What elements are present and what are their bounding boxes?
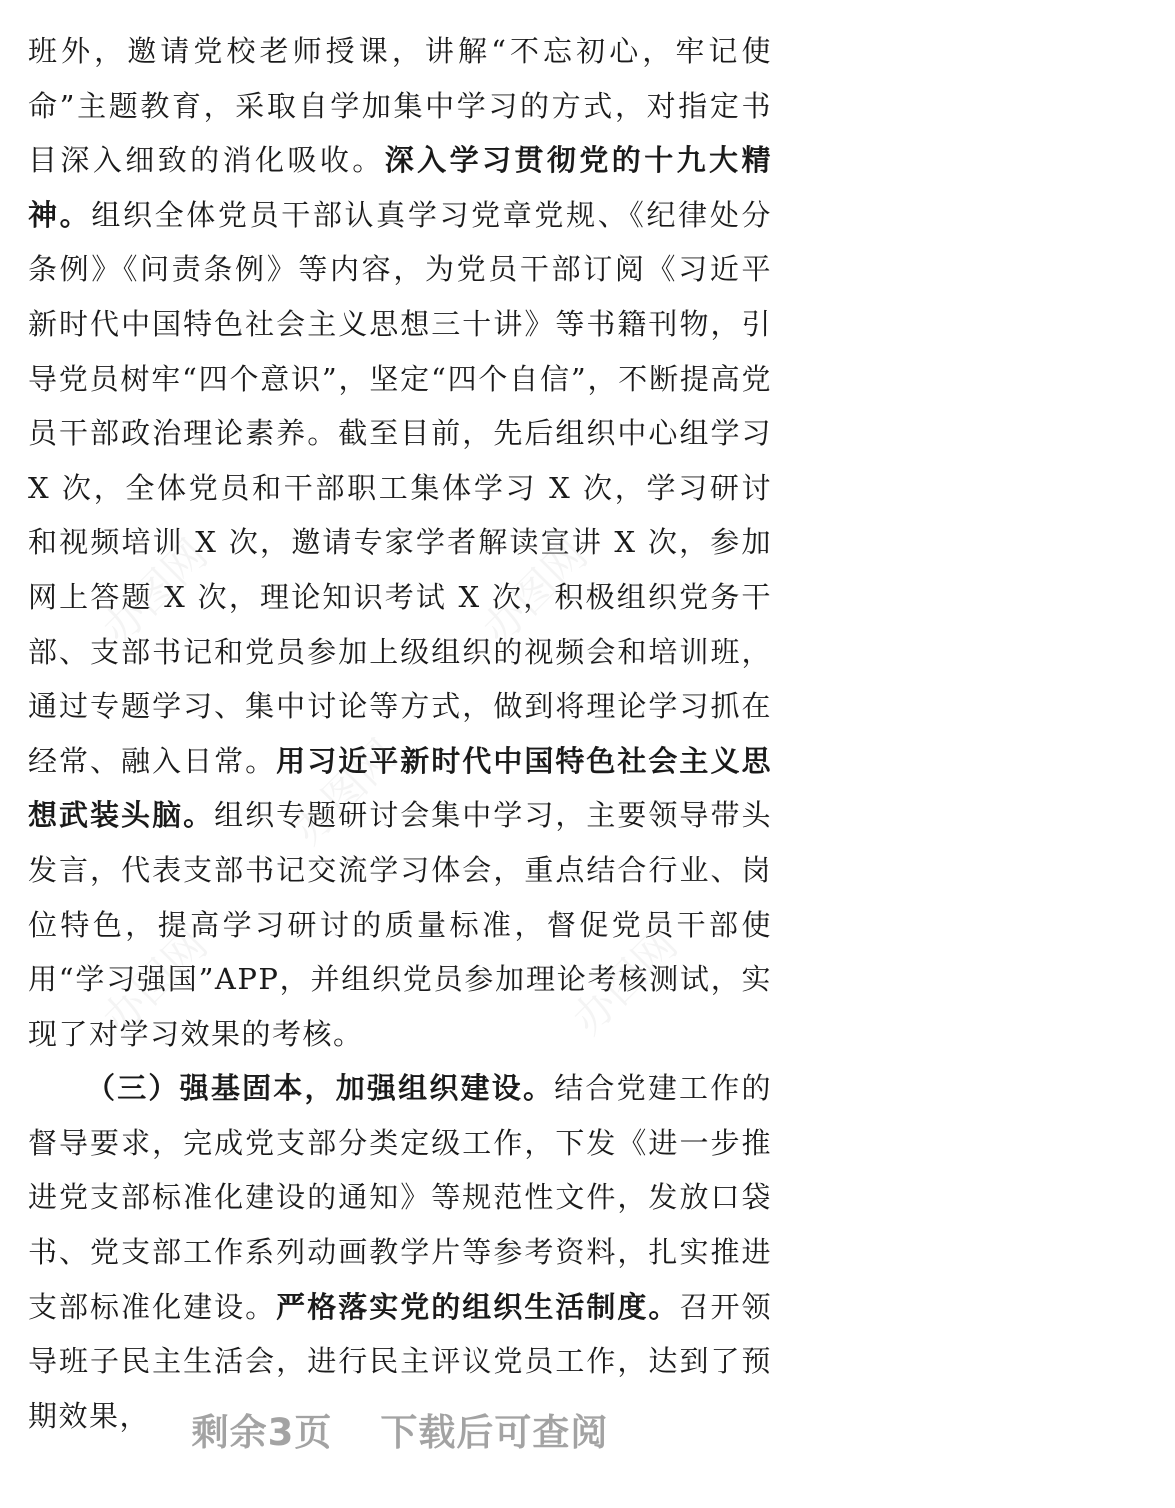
section-heading: （三）强基固本，加强组织建设。: [86, 1071, 555, 1106]
paragraph-1: 班外，邀请党校老师授课，讲解“不忘初心，牢记使命”主题教育，采取自学加集中学习的方式，对指定书目深入细致的消化吸收。深入学习贯彻党的十九大精神。组织全体党员干部认真学习党章党规、《纪律处分条例》《问责条例》等内容，为党员干部订阅《习近平新时代中国特色社会主义思想三十讲》等书籍刊物，引导党员树牢“四个意识”，坚定“四个自信”，不断提高党员干部政治理论素养。截至目前，先后组织中心组学习 X 次，全体党员和干部职工集体学习 X 次，学习研讨和视频培训 X 次，邀请专家学者解读宣讲 X 次，参加网上答题 X 次，理论知识考试 X 次，积极组织党务干部、支部书记和党员参加上级组织的视频会和培训班，通过专题学习、集中讨论等方式，做到将理论学习抓在经常、融入日常。用习近平新时代中国特色社会主义思想武装头脑。组织专题研讨会集中学习，主要领导带头发言，代表支部书记交流学习体会，重点结合行业、岗位特色，提高学习研讨的质量标准，督促党员干部使用“学习强国”APP，并组织党员参加理论考核测试，实现了对学习效果的考核。: [28, 34, 772, 1051]
watermark: 办图网: [282, 729, 407, 854]
bold-heading: 用习近平新时代中国特色社会主义思想武装头脑。: [28, 743, 772, 833]
watermark: 办图网: [92, 529, 217, 654]
bold-heading: 严格落实党的组织生活制度。: [276, 1289, 680, 1324]
document-body: [28, 24, 772, 1443]
paragraph-2: （三）强基固本，加强组织建设。结合党建工作的督导要求，完成党支部分类定级工作，下发《进一步推进党支部标准化建设的通知》等规范性文件，发放口袋书、党支部工作系列动画教学片等参考资料，扎实推进支部标准化建设。严格落实党的组织生活制度。召开领导班子民主生活会，进行民主评议党员工作，达到了预期效果，: [28, 1071, 772, 1433]
watermark: 办图网: [472, 529, 597, 654]
download-prompt[interactable]: [0, 1402, 800, 1456]
cut-off-previous-line: [28, 0, 772, 10]
bold-heading: 深入学习贯彻党的十九大精神。: [28, 143, 772, 232]
download-to-view-label[interactable]: 下载后可查阅: [380, 1411, 609, 1454]
remaining-pages-label[interactable]: 剩余3页: [191, 1411, 333, 1454]
watermark: 办图网: [562, 919, 687, 1044]
watermark: 办图网: [92, 919, 217, 1044]
cut-line-text: [28, 0, 772, 10]
